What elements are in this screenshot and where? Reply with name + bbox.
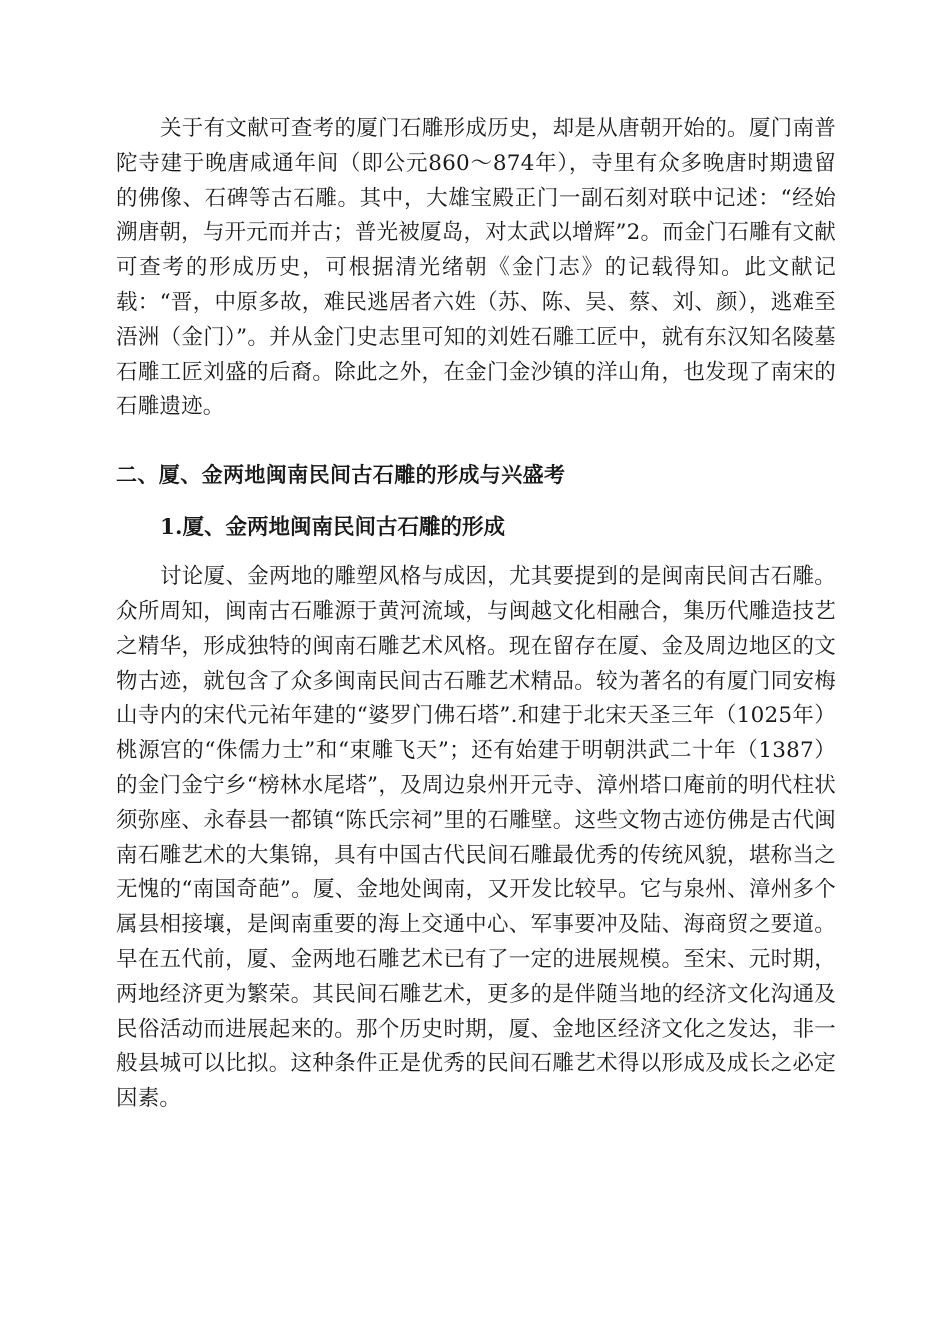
- section-heading: 二、厦、金两地闽南民间古石雕的形成与兴盛考: [116, 463, 566, 488]
- paragraph-history-origin: 关于有文献可查考的厦门石雕形成历史，却是从唐朝开始的。厦门南普陀寺建于晚唐咸通年间（即公元860～874年），寺里有众多晚唐时期遗留的佛像、石碑等古石雕。其中，大雄宝殿正门一副石刻对联中记述：“经始溯唐朝，与开元而并古；普光被厦岛，对太武以增辉”2。而金门石雕有文献可查考的形成历史，可根据清光绪朝《金门志》的记载得知。此文献记载：“晋，中原多故，难民逃居者六姓（苏、陈、吴、蔡、刘、颜），逃难至浯洲（金门）”。并从金门史志里可知的刘姓石雕工匠中，就有东汉知名陵墓石雕工匠刘盛的后裔。除此之外，在金门金沙镇的洋山角，也发现了南宋的石雕遗迹。: [116, 116, 836, 420]
- document-body: [116, 112, 836, 1117]
- subsection-heading: 1.厦、金两地闽南民间古石雕的形成: [160, 515, 505, 541]
- paragraph-stone-carving-formation: 讨论厦、金两地的雕塑风格与成因，尤其要提到的是闽南民间古石雕。众所周知，闽南古石雕源于黄河流域，与闽越文化相融合，集历代雕造技艺之精华，形成独特的闽南石雕艺术风格。现在留存在厦、金及周边地区的文物古迹，就包含了众多闽南民间古石雕艺术精品。较为著名的有厦门同安梅山寺内的宋代元祐年建的“婆罗门佛石塔”.和建于北宋天圣三年（1025年）桃源宫的“侏儒力士”和“束雕飞天”；还有始建于明朝洪武二十年（1387）的金门金宁乡“榜林水尾塔”，及周边泉州开元寺、漳州塔口庵前的明代柱状须弥座、永春县一都镇“陈氏宗祠”里的石雕壁。这些文物古迹仿佛是古代闽南石雕艺术的大集锦，具有中国古代民间石雕最优秀的传统风貌，堪称当之无愧的“南国奇葩”。厦、金地处闽南，又开发比较早。它与泉州、漳州多个属县相接壤，是闽南重要的海上交通中心、军事要冲及陆、海商贸之要道。早在五代前，厦、金两地石雕艺术已有了一定的进展规模。至宋、元时期，两地经济更为繁荣。其民间石雕艺术，更多的是伴随当地的经济文化沟通及民俗活动而进展起来的。那个历史时期，厦、金地区经济文化之发达，非一般县城可以比拟。这种条件正是优秀的民间石雕艺术得以形成及成长之必定因素。: [116, 564, 836, 1112]
